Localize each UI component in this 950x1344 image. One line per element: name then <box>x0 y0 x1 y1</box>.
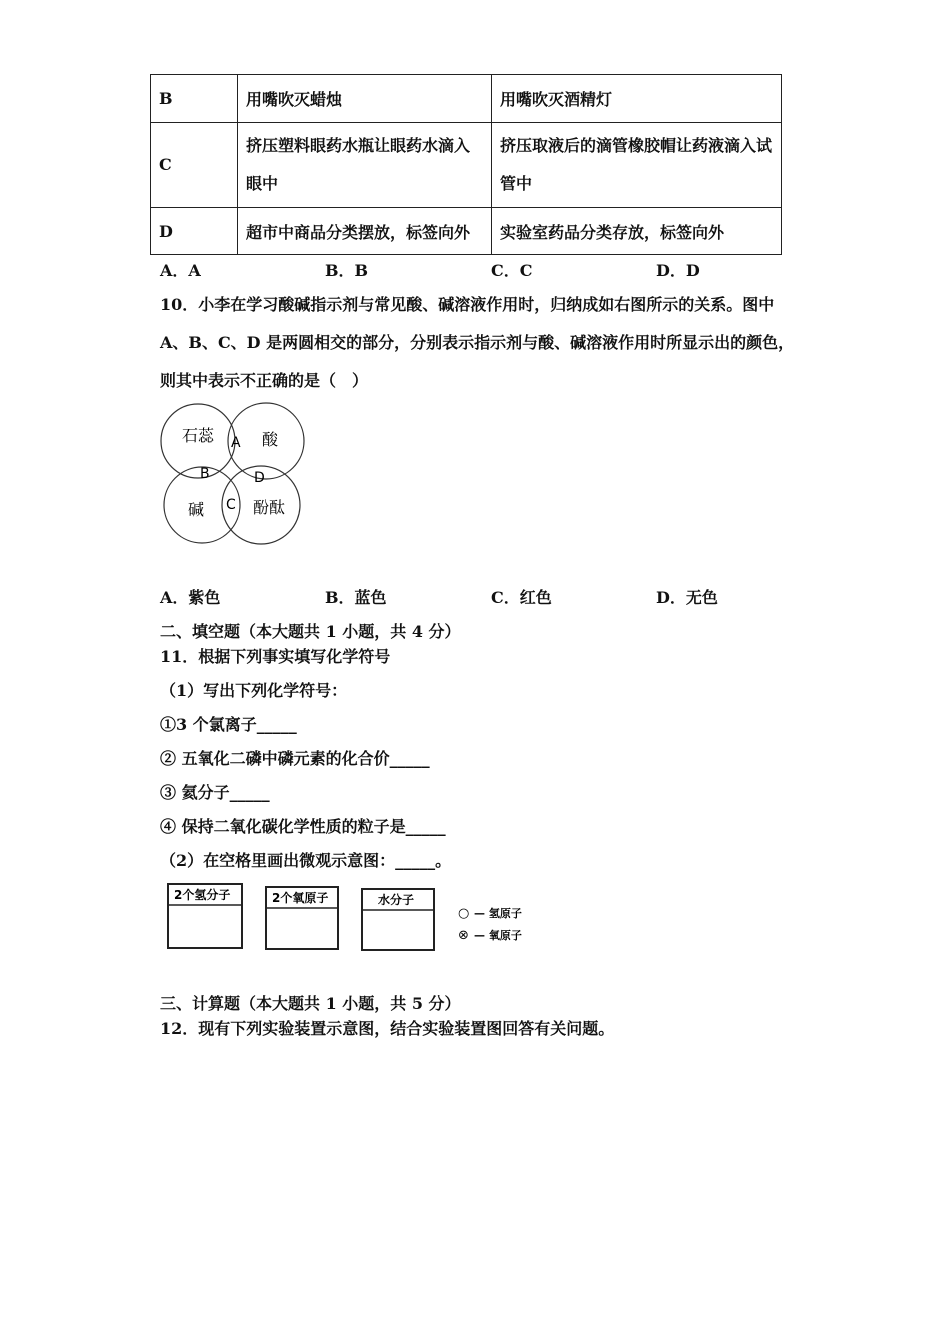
q11-sub-1: （1）写出下列化学符号： <box>160 681 348 700</box>
q10-line-2: A、B、C、D 是两圆相交的部分，分别表示指示剂与酸、碱溶液作用时所显示出的颜色， <box>160 333 795 352</box>
q11-item-4: ④ 保持二氧化碳化学性质的粒子是_____ <box>160 817 446 836</box>
table-row <box>151 75 782 123</box>
q10-line-3: 则其中表示不正确的是（ ） <box>160 371 369 390</box>
q11-item-1: ①3 个氯离子_____ <box>160 715 297 734</box>
region-c-label: C <box>226 497 236 513</box>
legend <box>458 906 522 943</box>
table-cell: 实验室药品分类存放，标签向外 <box>492 208 782 255</box>
q11-item-2: ② 五氧化二磷中磷元素的化合价_____ <box>160 749 430 768</box>
litmus-label: 石蕊 <box>182 426 215 445</box>
box-oxygen-atoms <box>266 887 338 949</box>
row-label: B <box>151 75 238 123</box>
section-3-title: 三、计算题（本大题共 1 小题，共 5 分） <box>160 994 461 1013</box>
box-hydrogen-molecules <box>168 884 242 948</box>
q9-option-c: C．C <box>491 261 533 280</box>
box-label: 水分子 <box>378 893 415 907</box>
table-cell: 挤压塑料眼药水瓶让眼药水滴入眼中 <box>238 123 492 208</box>
box-label: 2个氢分子 <box>174 888 231 902</box>
q9-option-d: D．D <box>656 261 700 280</box>
table-row <box>151 208 782 255</box>
region-b-label: B <box>200 466 210 482</box>
q11-sub-2: （2）在空格里画出微观示意图：_____。 <box>160 851 452 870</box>
hydrogen-atom-icon: ○ <box>458 906 470 921</box>
comparison-table <box>150 74 782 255</box>
q11-stem: 11．根据下列事实填写化学符号 <box>160 647 391 666</box>
q10-option-c: C．红色 <box>491 588 552 607</box>
q11-item-3: ③ 氦分子_____ <box>160 783 270 802</box>
indicator-venn-diagram <box>160 400 310 550</box>
q12-stem: 12．现有下列实验装置示意图，结合实验装置图回答有关问题。 <box>160 1019 615 1038</box>
q10-option-a: A．紫色 <box>160 588 221 607</box>
acid-label: 酸 <box>262 430 279 449</box>
phenol-label: 酚酞 <box>253 498 286 517</box>
table-row <box>151 123 782 208</box>
row-label: D <box>151 208 238 255</box>
table-cell: 用嘴吹灭蜡烛 <box>238 75 492 123</box>
table-cell: 超市中商品分类摆放，标签向外 <box>238 208 492 255</box>
box-water-molecule <box>362 889 434 950</box>
box-label: 2个氧原子 <box>272 891 329 905</box>
row-label: C <box>151 123 238 208</box>
oxygen-legend-text: — 氧原子 <box>474 929 522 942</box>
section-2-title: 二、填空题（本大题共 1 小题，共 4 分） <box>160 622 461 641</box>
q10-option-d: D．无色 <box>656 588 718 607</box>
region-a-label: A <box>231 435 241 451</box>
q9-option-b: B．B <box>325 261 369 280</box>
micro-diagram-boxes <box>160 878 550 958</box>
q9-option-a: A．A <box>160 261 201 280</box>
q10-option-b: B．蓝色 <box>325 588 387 607</box>
oxygen-atom-icon: ⊗ <box>458 928 469 943</box>
region-d-label: D <box>254 470 265 486</box>
hydrogen-legend-text: — 氢原子 <box>474 907 522 920</box>
q10-line-1: 10．小李在学习酸碱指示剂与常见酸、碱溶液作用时，归纳成如右图所示的关系。图中 <box>160 295 775 314</box>
table-cell: 挤压取液后的滴管橡胶帽让药液滴入试管中 <box>492 123 782 208</box>
base-label: 碱 <box>188 500 205 519</box>
table-cell: 用嘴吹灭酒精灯 <box>492 75 782 123</box>
